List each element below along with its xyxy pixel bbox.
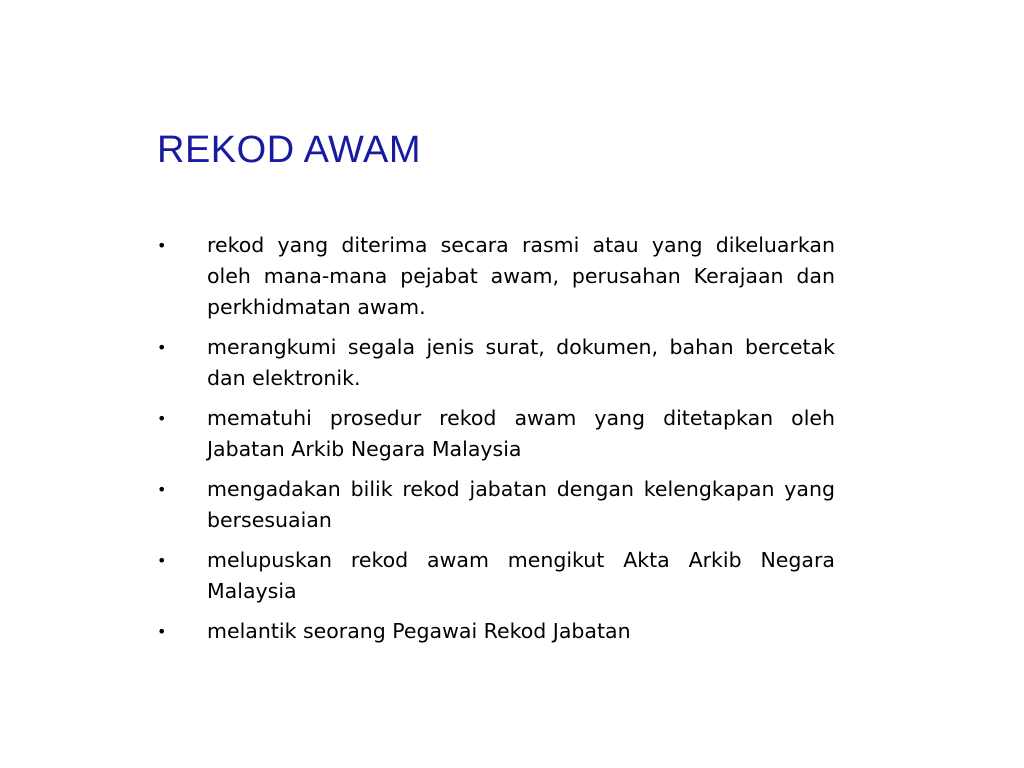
bullet-icon: •: [157, 480, 167, 499]
list-item: [157, 474, 835, 536]
bullet-icon: •: [157, 409, 167, 428]
bullet-text: rekod yang diterima secara rasmi atau yang dikeluarkan oleh mana-mana pejabat awam, perusahan Kerajaan dan perkhidmatan awam.: [207, 233, 835, 319]
slide-title: REKOD AWAM: [157, 129, 421, 171]
list-item: [157, 616, 835, 647]
bullet-text: melantik seorang Pegawai Rekod Jabatan: [207, 619, 631, 643]
bullet-icon: •: [157, 551, 167, 570]
bullet-text: mematuhi prosedur rekod awam yang ditetapkan oleh Jabatan Arkib Negara Malaysia: [207, 406, 835, 461]
list-item: [157, 230, 835, 323]
bullet-icon: •: [157, 622, 167, 641]
bullet-list: [157, 230, 835, 656]
bullet-text: mengadakan bilik rekod jabatan dengan kelengkapan yang bersesuaian: [207, 477, 835, 532]
list-item: [157, 332, 835, 394]
bullet-icon: •: [157, 338, 167, 357]
list-item: [157, 545, 835, 607]
list-item: [157, 403, 835, 465]
bullet-text: melupuskan rekod awam mengikut Akta Arkib Negara Malaysia: [207, 548, 835, 603]
bullet-text: merangkumi segala jenis surat, dokumen, bahan bercetak dan elektronik.: [207, 335, 835, 390]
bullet-icon: •: [157, 236, 167, 255]
